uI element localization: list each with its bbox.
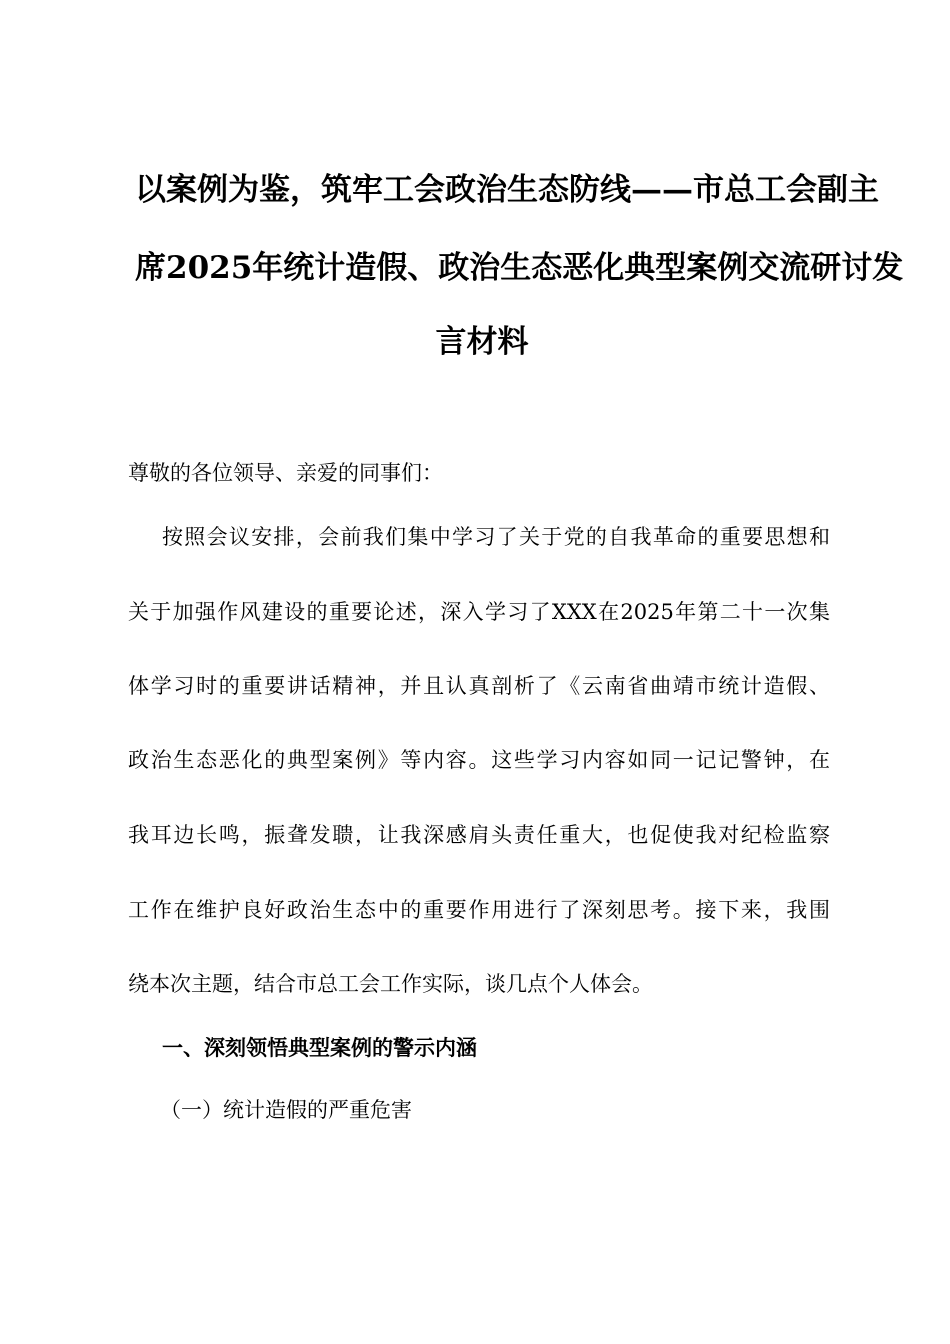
document-title-line-1: 以案例为鉴，筑牢工会政治生态防线——市总工会副主	[135, 172, 879, 208]
salutation: 尊敬的各位领导、亲爱的同事们：	[128, 461, 443, 485]
paragraph-line: 按照会议安排，会前我们集中学习了关于党的自我革命的重要思想和	[162, 525, 830, 549]
paragraph-line: 体学习时的重要讲话精神，并且认真剖析了《云南省曲靖市统计造假、	[128, 674, 830, 698]
paragraph-line: 绕本次主题，结合市总工会工作实际，谈几点个人体会。	[128, 972, 653, 996]
subsection-heading: （一）统计造假的严重危害	[160, 1098, 412, 1122]
document-title-line-2: 席2025年统计造假、政治生态恶化典型案例交流研讨发	[135, 250, 904, 286]
paragraph-line: 工作在维护良好政治生态中的重要作用进行了深刻思考。接下来，我围	[128, 898, 830, 922]
document-title-line-3: 言材料	[435, 324, 529, 360]
paragraph-line: 政治生态恶化的典型案例》等内容。这些学习内容如同一记记警钟，在	[128, 748, 830, 772]
paragraph-line: 关于加强作风建设的重要论述，深入学习了XXX在2025年第二十一次集	[128, 600, 830, 624]
paragraph-line: 我耳边长鸣，振聋发聩，让我深感肩头责任重大，也促使我对纪检监察	[128, 823, 830, 847]
section-heading: 一、深刻领悟典型案例的警示内涵	[162, 1035, 477, 1060]
